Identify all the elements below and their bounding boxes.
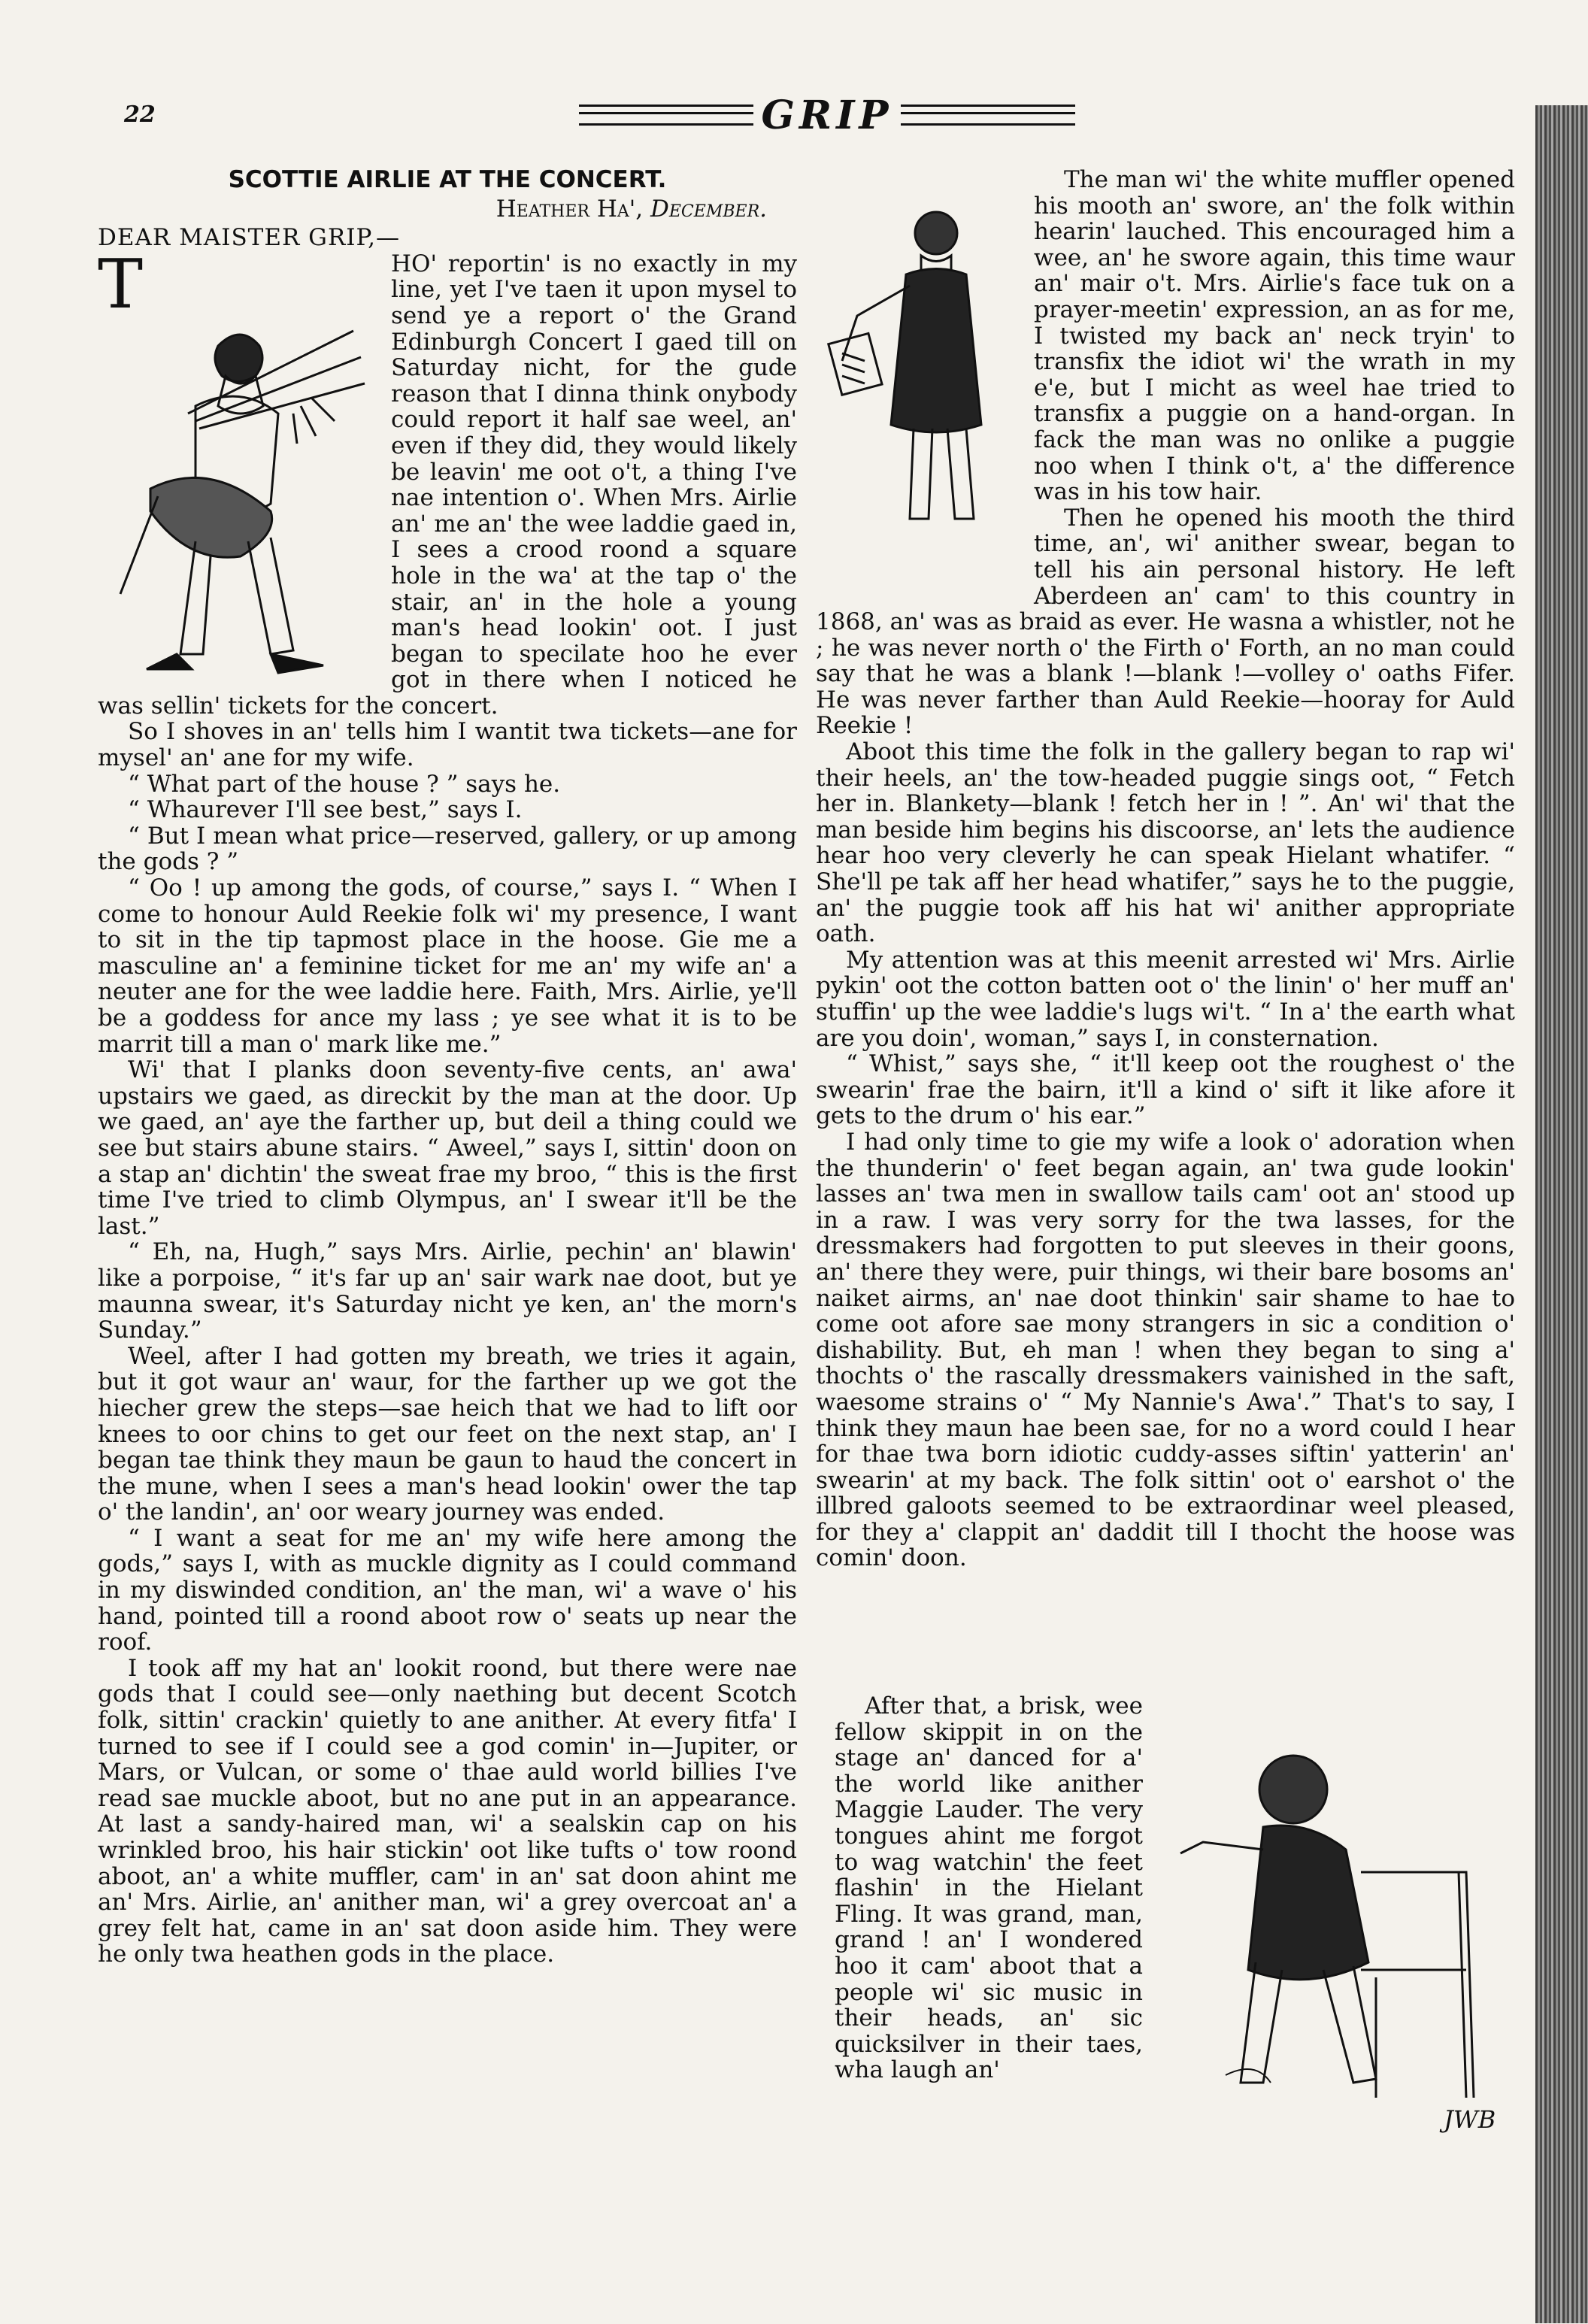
dateline — [98, 196, 767, 223]
paragraph-10: “ I want a seat for me an' my wife here among the gods,” says I, with as muckle dignity as I could command in my diswinded condition, an' the man, wi' a wave o' his hand, pointed till a roond aboot row o' seats up near the roof. — [98, 1524, 797, 1656]
binding-edge — [1535, 105, 1588, 2323]
gentleman-illustration — [823, 203, 1026, 534]
right-column-bottom — [835, 1693, 1143, 2083]
salutation: DEAR MAISTER GRIP,— — [98, 224, 400, 252]
artist-signature: JWB — [1444, 2105, 1496, 2134]
article-headline: SCOTTIE AIRLIE AT THE CONCERT. — [228, 166, 667, 193]
paragraph-14: Aboot this time the folk in the gallery began to rap wi' their heels, an' the tow-headed puggie sings oot, “ Fetch her in. Blankety—blank ! fetch her in ! ”. An' wi' that the man beside him begins his discoorse, an' lets the audience hear hoo very cleverly he can speak Hielant whatifer. “ She'll pe tak aff her head whatifer,” says he to the puggie, an' the puggie took aff his hat wi' anither appropriate oath. — [816, 738, 1515, 948]
paragraph-15: My attention was at this meenit arrested wi' Mrs. Airlie pykin' oot the cotton batten oot o' the linin' o' her muff an' stuffin' up the wee laddie's lugs wi't. “ In a' the earth what are you doin', woman,” says I, in consternation. — [816, 946, 1515, 1052]
masthead-title: GRIP — [761, 92, 893, 138]
seated-gentleman-illustration — [1173, 1722, 1504, 2143]
paragraph-4: “ Whaurever I'll see best,” says I. — [128, 796, 523, 824]
paragraph-13: Then he opened his mooth the third time, an', wi' anither swear, began to tell his ain personal history. He left Aberdeen an' cam' to this country in 1868, an' was as braid as ever. He wasna a whistler, not he ; he was never north o' the Firth o' Forth, an no man could say that he was a blank !—blank !—volley o' oaths Fifer. He was never farther than Auld Reekie—hooray for Auld Reekie ! — [816, 504, 1515, 740]
dateline-month: December. — [650, 195, 767, 223]
paragraph-7: Wi' that I planks doon seventy-five cents, an' awa' upstairs we gaed, as direckit by the man at the door. Up we gaed, an' aye the farther up, but deil a thing could we see but stairs abune stairs. “ Aweel,” says I, sittin' doon on a stap an' dichtin' the sweat frae my broo, “ this is the first time I've tried to climb Olympus, an' I swear it'll be the last.” — [98, 1056, 797, 1240]
drop-cap: T — [98, 244, 144, 324]
paragraph-16: “ Whist,” says she, “ it'll keep oot the roughest o' the swearin' frae the bairn, it'll a kind o' sift it like afore it gets to the drum o' his ear.” — [816, 1050, 1515, 1130]
paragraph-9: Weel, after I had gotten my breath, we tries it again, but it got waur an' waur, for the farther up we got the hiecher grew the steps—sae heich that we had to lift oor knees to oor chins to get our feet on the next stap, an' I began tae think they maun be gaun to haud the concert in the mune, when I sees a man's head lookin' ower the tap o' the landin', an' oor weary journey was ended. — [98, 1342, 797, 1526]
page-number: 22 — [124, 102, 156, 128]
paragraph-5: “ But I mean what price—reserved, gallery, or up among the gods ? ” — [98, 822, 797, 876]
paragraph-18: After that, a brisk, wee fellow skippit in on the stage an' danced for a' the world like anither Maggie Lauder. The very tongues ahint me forgot to wag watchin' the feet flashin' in the Hielant Fling. It was grand, man, grand ! an' I wondered hoo it cam' aboot that a people wi' sic music in their heads, an' sic quicksilver in their taes, wha laugh an' — [835, 1692, 1143, 2084]
masthead-rule-left — [579, 105, 753, 126]
paragraph-8: “ Eh, na, Hugh,” says Mrs. Airlie, pechin' an' blawin' like a porpoise, “ it's far up an' sair wark nae doot, but ye maunna swear, it's Saturday nicht ye ken, an' the morn's Sunday.” — [98, 1238, 797, 1344]
paragraph-17: I had only time to gie my wife a look o' adoration when the thunderin' o' feet began again, an' twa gude lookin' lasses an' twa men in swallow tails cam' oot an' stood up in a raw. I was very sorry for the twa lasses, for the dressmakers had forgotten to put sleeves in their goons, an' there they were, puir things, wi their bare bosoms an' naiket airms, an' nae doot thinkin' sair shame to hae to come oot afore sae mony strangers in sic a condition o' dishability. But, eh man ! when they began to sing a' thochts o' the rascally dressmakers vainished in the saft, waesome strains o' “ My Nannie's Awa'.” That's to say, I think they maun hae been sae, for no a word could I hear for thae twa born idiotic cuddy-asses siftin' yatterin' an' swearin' at my back. The folk sittin' oot o' earshot o' the illbred galoots seemed to be extraordinar weel pleased, for they a' clappit an' daddit till I thocht the hoose was comin' doon. — [816, 1128, 1515, 1572]
paragraph-2: So I shoves in an' tells him I wantit twa tickets—ane for mysel' an' ane for my wife. — [98, 718, 797, 772]
masthead-rule-right — [901, 105, 1075, 126]
paragraph-6: “ Oo ! up among the gods, of course,” says I. “ When I come to honour Auld Reekie folk wi' my presence, I want to sit in the tip tapmost place in the hoose. Gie me a masculine an' a feminine ticket for me an' my wife an' a neuter ane for the wee laddie here. Faith, Mrs. Airlie, ye'll be a goddess for ance my lass ; ye see what it is to be marrit till a man o' mark like me.” — [98, 874, 797, 1058]
paragraph-12: The man wi' the white muffler opened his mooth an' swore, an' the folk within hearin' lauched. This encouraged him a wee, an' he swore again, this time waur an' mair o't. Mrs. Airlie's face tuk on a prayer-meetin' expression, an as for me, I twisted my back an' neck tryin' to transfix the idiot wi' the wrath in my e'e, but I micht as weel hae tried to transfix a puggie on a hand-organ. In fack the man was no onlike a puggie noo when I think o't, a' the difference was in his tow hair. — [1034, 166, 1515, 506]
paragraph-3: “ What part of the house ? ” says he. — [128, 770, 561, 798]
paragraph-1: T HO' reportin' is no exactly in my line, yet I've taen it upon mysel to send ye a report o' the Grand Edinburgh Concert I gaed till on Saturday nicht, for the gude reason that I dinna think onybody could report it half sae weel, an' even if they did, they would likely be leavin' me oot o't, a thing I've nae intention o'. When Mrs. Airlie an' me an' the wee laddie gaed in, I sees a crood roond a square hole in the wa' at the tap o' the stair, an' in the hole a young man's head lookin' oot. I just began to specilate hoo he ever got in there when I noticed he was sellin' tickets for the concert. — [98, 244, 797, 720]
masthead — [579, 89, 1075, 141]
paragraph-11: I took aff my hat an' lookit roond, but there were nae gods that I could see—only naething but decent Scotch folk, sittin' crackin' quietly to ane anither. At every fitfa' I turned to see if I could see a god comin' in—Jupiter, or Mars, or Vulcan, or some o' thae auld world billies I've read sae muckle aboot, but no ane put in an appearance. At last a sandy-haired man, wi' a sealskin cap on his wrinkled broo, his hair stickin' oot like tufts o' tow roond aboot, an' a white muffler, cam' in an' sat doon ahint me an' Mrs. Airlie, an' anither man, wi' a grey overcoat an' a grey felt hat, came in an' sat doon aside him. They were he only twa heathen gods in the place. — [98, 1654, 797, 1968]
piper-illustration — [105, 316, 391, 737]
dateline-place: Heather Ha', — [495, 195, 644, 223]
